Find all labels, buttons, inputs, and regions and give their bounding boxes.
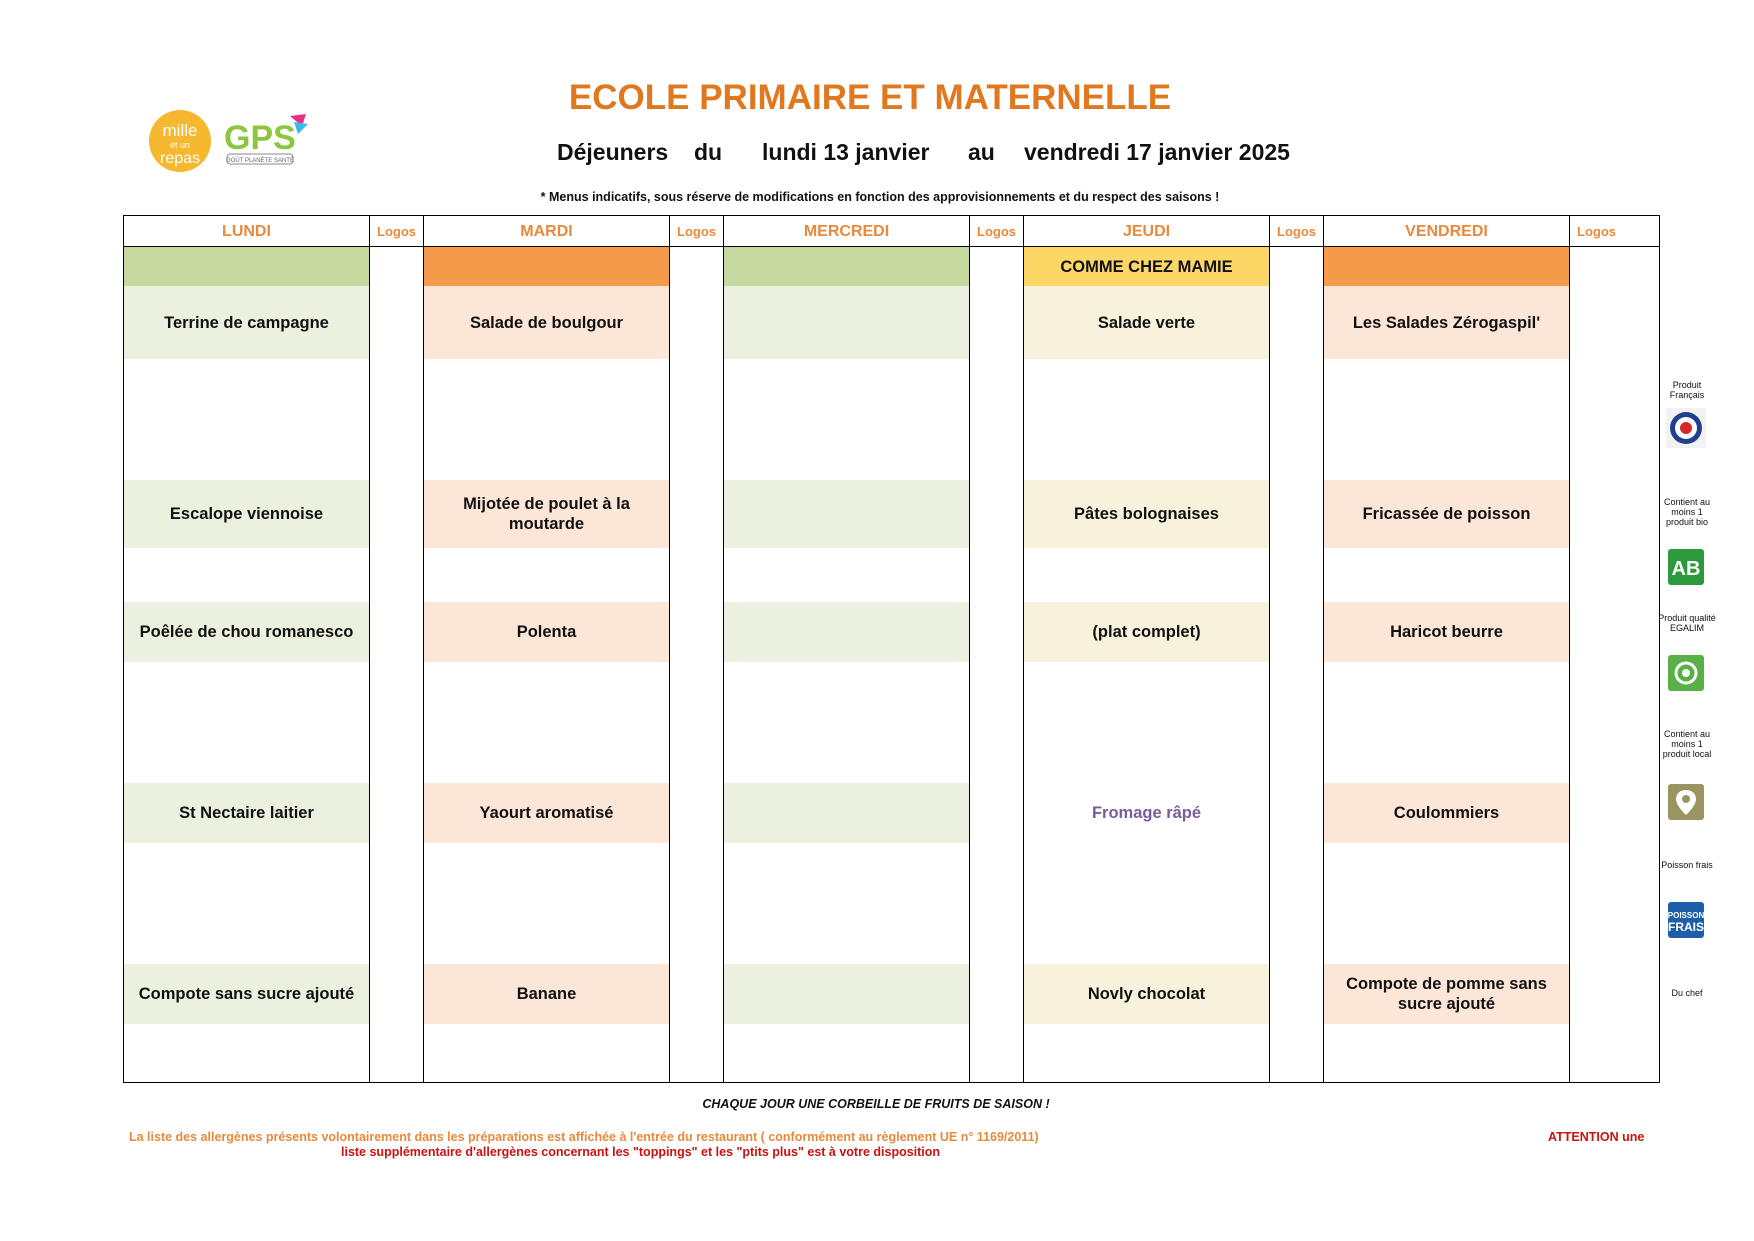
menu-item-plat: Escalope viennoise bbox=[124, 480, 369, 548]
column-divider bbox=[723, 216, 724, 1082]
menu-item-laitier: Yaourt aromatisé bbox=[424, 783, 669, 843]
date-start: lundi 13 janvier bbox=[762, 139, 930, 165]
ab-bio-text: AB bbox=[1671, 558, 1701, 580]
menu-item-laitier: Coulommiers bbox=[1324, 783, 1569, 843]
menu-item-entree: Terrine de campagne bbox=[124, 286, 369, 359]
logos-header: Logos bbox=[1277, 224, 1316, 239]
allergens-notice-1: La liste des allergènes présents volontairement dans les préparations est affichée à l'entrée du restaurant ( conformément au règlement UE n° 1169/2011) bbox=[129, 1130, 1039, 1144]
menu-item-plat bbox=[724, 480, 969, 548]
logos-header: Logos bbox=[977, 224, 1016, 239]
column-divider bbox=[369, 216, 370, 1082]
theme-band-mercredi bbox=[724, 247, 969, 286]
column-divider bbox=[669, 216, 670, 1082]
column-divider bbox=[969, 216, 970, 1082]
menu-item-plat: Fricassée de poisson bbox=[1324, 480, 1569, 548]
fruits-notice: CHAQUE JOUR UNE CORBEILLE DE FRUITS DE SAISON ! bbox=[702, 1097, 1050, 1111]
menu-item-entree: Salade verte bbox=[1024, 286, 1269, 359]
menu-item-accomp bbox=[724, 602, 969, 662]
mille-line1: mille bbox=[162, 121, 198, 140]
menu-item-accomp: Haricot beurre bbox=[1324, 602, 1569, 662]
logos-header: Logos bbox=[677, 224, 716, 239]
logos-header: Logos bbox=[1577, 224, 1616, 239]
au-label: au bbox=[968, 139, 995, 165]
attention-notice: ATTENTION une bbox=[1548, 1130, 1645, 1144]
day-header-mercredi: MERCREDI bbox=[803, 223, 890, 240]
column-divider bbox=[1269, 216, 1270, 1082]
menu-item-accomp: (plat complet) bbox=[1024, 602, 1269, 662]
menu-item-dessert: Novly chocolat bbox=[1024, 964, 1269, 1024]
menu-item-plat: Mijotée de poulet à la moutarde bbox=[424, 480, 669, 548]
legend-label-chef: Du chef bbox=[1671, 988, 1703, 998]
column-divider bbox=[1023, 216, 1024, 1082]
menu-item-dessert: Compote sans sucre ajouté bbox=[124, 964, 369, 1024]
legend-label-local: Contient au moins 1 produit local bbox=[1662, 729, 1712, 759]
day-header-mardi: MARDI bbox=[520, 223, 573, 240]
gps-logo bbox=[224, 112, 314, 172]
day-header-lundi: LUNDI bbox=[222, 223, 271, 240]
du-label: du bbox=[694, 139, 723, 165]
page-title: ECOLE PRIMAIRE ET MATERNELLE bbox=[568, 78, 1172, 117]
cocarde-icon bbox=[1666, 408, 1706, 448]
legend-label-poisson: Poisson frais bbox=[1661, 860, 1713, 870]
menu-item-accomp: Poêlée de chou romanesco bbox=[124, 602, 369, 662]
poisson-frais-icon bbox=[1666, 900, 1706, 940]
menu-item-entree bbox=[724, 286, 969, 359]
location-pin-icon bbox=[1666, 782, 1706, 822]
egalim-icon bbox=[1666, 653, 1706, 693]
ab-bio-icon bbox=[1666, 547, 1706, 587]
menu-item-dessert bbox=[724, 964, 969, 1024]
legend-label-egalim: Produit qualité EGALIM bbox=[1658, 613, 1716, 633]
column-divider bbox=[1569, 216, 1570, 1082]
date-end: vendredi 17 janvier 2025 bbox=[1024, 139, 1290, 165]
menu-item-entree: Salade de boulgour bbox=[424, 286, 669, 359]
dejeuners-label: Déjeuners bbox=[557, 139, 669, 165]
menu-item-entree: Les Salades Zérogaspil' bbox=[1324, 286, 1569, 359]
logos-header: Logos bbox=[377, 224, 416, 239]
disclaimer-note: * Menus indicatifs, sous réserve de modifications en fonction des approvisionnements et du respect des saisons ! bbox=[540, 190, 1220, 204]
header-rule bbox=[124, 246, 1659, 247]
theme-band-lundi bbox=[124, 247, 369, 286]
theme-band-mardi bbox=[424, 247, 669, 286]
theme-band-jeudi: COMME CHEZ MAMIE bbox=[1024, 247, 1269, 286]
menu-item-dessert: Compote de pomme sans sucre ajouté bbox=[1324, 964, 1569, 1024]
gps-text: GPS bbox=[224, 119, 296, 157]
mille-line3: repas bbox=[159, 150, 201, 167]
menu-item-accomp: Polenta bbox=[424, 602, 669, 662]
menu-item-laitier: Fromage râpé bbox=[1091, 804, 1202, 822]
menu-item-dessert: Banane bbox=[424, 964, 669, 1024]
gps-subtitle: GOÛT PLANÈTE SANTÉ bbox=[226, 158, 294, 164]
poisson-text: POISSON bbox=[1667, 911, 1705, 920]
frais-text: FRAIS bbox=[1668, 920, 1704, 934]
legend-label-bio: Contient au moins 1 produit bio bbox=[1663, 497, 1711, 527]
menu-item-laitier bbox=[724, 783, 969, 843]
mille-et-un-repas-logo bbox=[149, 110, 211, 172]
menu-item-laitier: St Nectaire laitier bbox=[124, 783, 369, 843]
menu-table bbox=[123, 215, 1660, 1083]
mille-line2: et un bbox=[169, 140, 191, 150]
day-header-jeudi: JEUDI bbox=[1122, 223, 1171, 240]
day-header-vendredi: VENDREDI bbox=[1405, 223, 1488, 240]
legend-label-francais: Produit Français bbox=[1669, 380, 1705, 400]
column-divider bbox=[423, 216, 424, 1082]
theme-band-vendredi bbox=[1324, 247, 1569, 286]
menu-item-plat: Pâtes bolognaises bbox=[1024, 480, 1269, 548]
allergens-notice-2: liste supplémentaire d'allergènes concernant les "toppings" et les "ptits plus" est à votre disposition bbox=[341, 1145, 941, 1159]
column-divider bbox=[1323, 216, 1324, 1082]
